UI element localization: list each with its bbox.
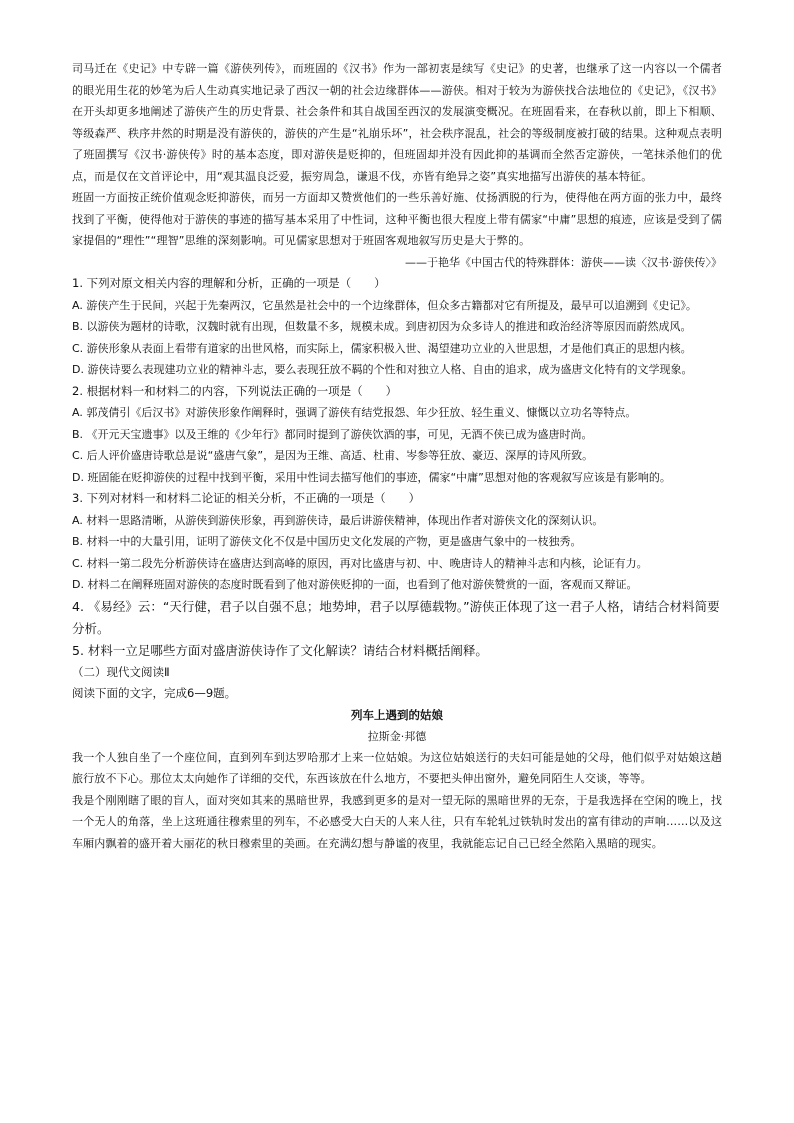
story-author: 拉斯金·邦德: [367, 729, 427, 743]
question-3-stem: 3. 下列对材料一和材料二论证的相关分析，不正确的一项是（ ）: [72, 491, 421, 505]
story-paragraph-2: 我是个刚刚瞎了眼的盲人，面对突如其来的黑暗世界，我感到更多的是对一望无际的黑暗世界的无奈，于是我选择在空闲的晚上，找一个无人的角落，坐上这班通往穆索里的列车，不必感受大白天的人来人往，只有车轮轧过铁轨时发出的富有律动的声响……以及这车厢内飘着的盛开着大丽花的秋日穆索里的美画。在充满幻想与静谧的夜里，我就能忘记自己已经全然陷入黑暗的现实。: [72, 793, 722, 850]
question-2-stem: 2. 根据材料一和材料二的内容，下列说法正确的一项是（ ）: [72, 383, 398, 398]
question-3-option-b: B. 材料一中的大量引用，证明了游侠文化不仅是中国历史文化发展的产物，更是盛唐气象中的一枝独秀。: [72, 535, 582, 548]
story-paragraph-1: 我一个人独自坐了一个座位间，直到列车到达罗哈那才上来一位姑娘。为这位姑娘送行的夫妇可能是她的父母，他们似乎对姑娘这趟旅行放不下心。那位太太向她作了详细的交代，东西该放在什么地方，不要把头伸出窗外，避免同陌生人交谈，等等。: [72, 750, 722, 785]
passage-paragraph-2: 班固一方面按正统价值观念贬抑游侠，而另一方面却又赞赏他们的一些乐善好施、仗扬洒脱的行为，使得他在两方面的张力中，最终找到了平衡，使得他对于游侠的事迹的描写基本采用了中性词，这种平衡也很大程度上带有儒家“中庸”思想的痕迹，应该是受到了儒家提倡的“理性”“理智”思维的深刻影响。可见儒家思想对于班固客观地叙写历史是大于弊的。: [72, 191, 722, 247]
question-5: 5. 材料一立足哪些方面对盛唐游侠诗作了文化解读？请结合材料概括阐释。: [72, 642, 488, 658]
question-3-option-d: D. 材料二在阐释班固对游侠的态度时既看到了他对游侠贬抑的一面，也看到了他对游侠赞赏的一面，客观而又辩证。: [72, 578, 638, 591]
question-3-option-c: C. 材料一第二段先分析游侠诗在盛唐达到高峰的原因，再对比盛唐与初、中、晚唐诗人的精神斗志和内核，论证有力。: [72, 556, 648, 570]
question-2-option-c: C. 后人评价盛唐诗歌总是说“盛唐气象”，是因为王维、高适、杜甫、岑参等狂放、豪迈、深厚的诗风所致。: [72, 449, 594, 462]
question-1-stem: 1. 下列对原文相关内容的理解和分析，正确的一项是（ ）: [72, 276, 386, 290]
question-1-option-c: C. 游侠形象从表面上看带有道家的出世风格，而实际上，儒家积极入世、渴望建功立业的入世思想，才是他们真正的思想内核。: [72, 341, 692, 355]
question-3-option-a: A. 材料一思路清晰，从游侠到游侠形象，再到游侠诗，最后讲游侠精神，体现出作者对游侠文化的深刻认识。: [72, 513, 604, 527]
question-2-option-b: B. 《开元天宝遗事》以及王维的《少年行》都同时提到了游侠饮酒的事，可见，无酒不侠已成为盛唐时尚。: [72, 427, 593, 441]
question-2-option-a: A. 郭茂倩引《后汉书》对游侠形象作阐释时，强调了游侠有结党报怨、年少狂放、轻生重义、慷慨以立功名等特点。: [72, 406, 637, 419]
source-citation: ——于艳华《中国古代的特殊群体：游侠——读〈汉书·游侠传〉》: [405, 255, 722, 269]
section-instruction: 阅读下面的文字，完成6—9题。: [72, 686, 237, 700]
question-1-option-b: B. 以游侠为题材的诗歌，汉魏时就有出现，但数量不多，规模未成。到唐初因为众多诗人的推进和政治经济等原因而蔚然成风。: [72, 320, 692, 333]
section-heading: （二）现代文阅读Ⅱ: [72, 664, 170, 679]
question-1-option-a: A. 游侠产生于民间，兴起于先秦两汉，它虽然是社会中的一个边缘群体，但众多古籍都对它有所提及，最早可以追溯到《史记》。: [72, 298, 697, 312]
question-4: 4. 《易经》云：“天行健，君子以自强不息；地势坤，君子以厚德载物。”游侠正体现了这一君子人格，请结合材料简要分析。: [72, 598, 720, 636]
story-title: 列车上遇到的姑娘: [351, 707, 443, 722]
document-page: [72, 58, 722, 854]
question-2-option-d: D. 班固能在贬抑游侠的过程中找到平衡，采用中性词去描写他们的事迹，儒家“中庸”思想对他的客观叙写应该是有影响的。: [72, 470, 671, 484]
passage-paragraph-1: 司马迁在《史记》中专辟一篇《游侠列传》，而班固的《汉书》作为一部初衷是续写《史记》的史著，也继承了这一内容以一个儒者的眼光用生花的妙笔为后人生动真实地记录了西汉一朝的社会边缘群体——游侠。相对于较为为游侠找合法地位的《史记》，《汉书》在开头却更多地阐述了游侠产生的历史背景、社会条件和其自战国至西汉的发展演变概况。在班固看来，在春秋以前，即上下相顺、等级森严、秩序井然的时期是没有游侠的，游侠的产生是“礼崩乐坏”，社会秩序混乱，社会的等级制度被打破的结果。这种观点表明了班固撰写《汉书·游侠传》时的基本态度，即对游侠是贬抑的，但班固却并没有因此抑的基调而全然否定游侠，一笔抹杀他们的优点，而是仅在文首评论中，用“观其温良泛爱，振穷周急，谦退不伐，亦皆有绝异之姿”真实地描写出游侠的基本特征。: [72, 62, 722, 183]
question-1-option-d: D. 游侠诗要么表现建功立业的精神斗志，要么表现狂放不羁的个性和对独立人格、自由的追求，成为盛唐文化特有的文学现象。: [72, 363, 693, 376]
